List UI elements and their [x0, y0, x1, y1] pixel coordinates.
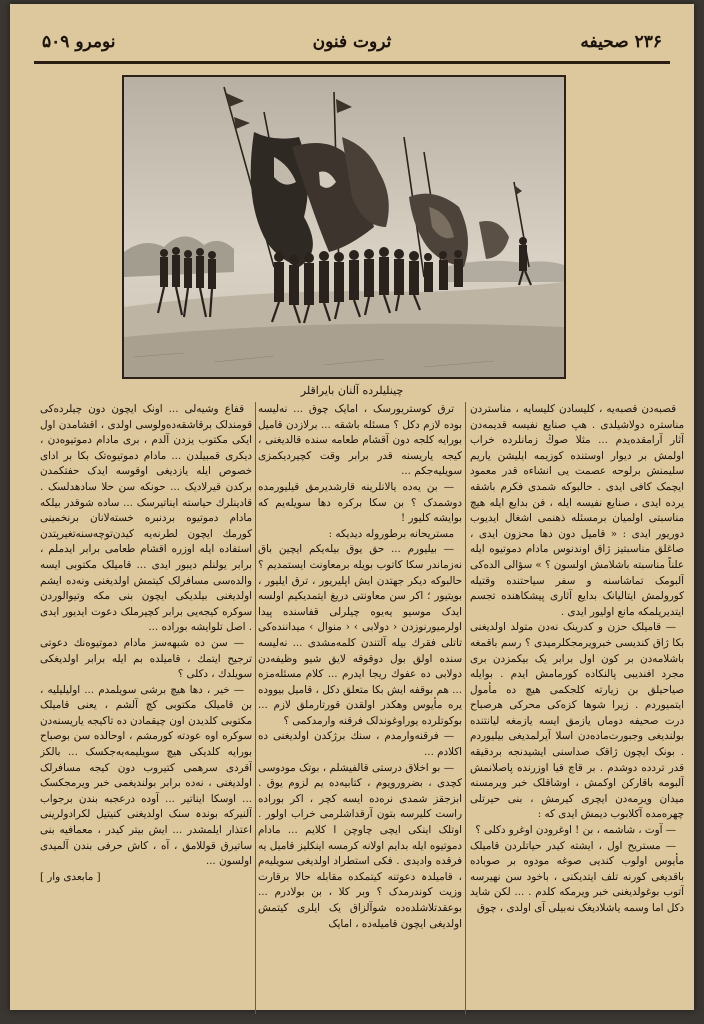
photograph-illustration: [124, 77, 564, 377]
paragraph: — بیلیورم ... حق یوق بیله‌یکم ایچین باق نه‌زماندر سکا کاتوب بویله برمعاونت ایستمدیم ؟ حالبوکه دیکر جهتدن ایش اپلیریور ، ترق ایلیور ، بویتیور ؛ اکر سن معاونتی دریغ ایتمدیکیم اولسه ایدک موسیو یه‌یوه چیلرلی قفاسنده پیدا اولرمیورنوزدن ‹ دولابی › ‹ منوال › میداننده‌کی تاتلی فقرك بیله آلتندن کلمه‌مشدی ... نه‌لیسه سنده اولق بول دوقوقه لایق شیو وظیفه‌دن دولابی ده عفوك ریجا ایدرم ... کلام مسئله‌مزه ... هم بوقفه ایش بکا متعلق دکل ، قامیل بیووده یره مأیوس وهکدر اولقدن قورتارملق لازم ... بوکوتلرده یوراوغوندلک فرقنه وارمدکمی ؟: [258, 543, 462, 727]
photo-caption: چینلیلرده آلنان بایراقلر: [300, 384, 404, 397]
paragraph: — مستریح اول ، ایشته کیدر حیاتلردن قامیلک مأیوس اولوب کندیی صوغه مودوه بر صوباده باقدیغی کورنه تلف ایتدیکنی ، باخود سن نهیرسه آتوب بوغولدیغنی خبر ویرمکه کلدم . ... لکن شاید دکل اما وسمه یاشلادیغک نه‌بیلی آی اولدی ، چوق: [470, 839, 684, 914]
paragraph: — بن یه‌ده یالانلرینه قارشدیرمق قیلیورمده دوشمدک ؟ بن سکا برکره دها سویله‌یم که بوایشه کلیور !: [258, 480, 462, 525]
paragraph: ترق کوستریورسک ، امایک چوق ... نه‌لیسه بوده لازم دکل ؟ مسئله باشقه ... برلازدن قامیل بورایه کلجه دون آقشام طعامه سنده قالدیغنی ، کیجه یاریسنه قدر برابر وقت کچیردیکمزی سویلیه‌جکم ...: [258, 403, 462, 478]
paragraph: — قامیلک حزن و کدرینک نه‌دن متولد اولدیغنی بکا ژاق کندیسی خبرویرمجکلرمیدی ؟ رسم باقمغه باشلامه‌دن بر کون اول برابر یک بیکمزدن بری مجرد افندیبی پالنکاده کورمامش ایدم . بوایله صیاحیلق بن زیارته کلجکمی هیچ ده مأمول ایتمیوردم . زیرا شوها کزه‌کی محرکی هرصباح درت صحیفه دوماں یازمق ایسه یازمغه لیانتنده بولندیغی وجبورت‌ماده‌دن اسلا آیرلمدیغی بیلیوردم . بونک ایچون ژاقک صداسنی ایشیدنجه بردقیقه قدر تردده دوشدم . بر قاچ قیا اوزرنده پاصلانمش آلبومه باقارکن اوکمش ، اوشاقلک خبر ویرمسنه میدان ویرمه‌دن ایچری کیرمش ، بنی حیرتلی چهره‌مده آکلابوب دیمش ایدی که :: [470, 621, 684, 821]
journal-page: [10, 4, 694, 1010]
column-divider: [465, 402, 466, 1014]
text-column-left: [40, 402, 252, 1014]
paragraph: — سن ده شبهه‌سز مادام دموتیوه‌نك دعوتی ترجیح ایتمك ، قامیلده بم ایله برابر اولدیغکی سویلدك ، دکلی ؟: [40, 636, 252, 681]
paragraph: — آوت ، شاشمه ، بن ! اوغرودن اوغرو دکلی ؟: [475, 824, 676, 837]
continued-notice: [ مابعدی وار ]: [40, 870, 101, 883]
text-column-right: [470, 402, 684, 1014]
issue-number-label: نومرو ۵۰۹: [42, 32, 116, 52]
paragraph: — بو اخلاق درستی قالفیشلم ، بوتک مودوسی کچدی ، بضرورویوم ، کتابیه‌ده یم لزوم یوق . ابزجقز شمدی نره‌ده ایسه کچر ، اکر بوراده راست کلیرسه بتون آرقداشلرمی خراب اولور . اوتلک اینکی ایچی چاوچن ا کلایم ... مادام دموتیوه ایله بدایم اولانه کرمسه اینکلیز قامیل یه فرقده وادیدی . فکی استطراد اولدیغی سویلیه‌م ، قامیلدہ دعوتنه کیتمکده مقابله حالا برقارت وزیت کوندرمدک ؟ وبر کلا ، بن بولادرم ... بوعقدتلاشلده‌ده شوآلزاق یک ایلری کیتمش اولدیغی ایچون قامیله‌ده ، امایک: [258, 761, 462, 930]
paragraph: قصبه‌دن قصبه‌یه ، کلیسادن کلیسایه ، مناستردن مناستره دولاشیلدی . هپ صنایع نفیسه قدیمه‌دن آثار آرامقده‌یدم ... مثلا صوڭ زمانلرده خراب اولمش بر دیوار اوستنده کوزیمه ایلیشن یاریم سلیمنش برلوحه عصمت یی انشاءه قدر معمود ایچمک کافی ایدی . حالبوکه شمدی فکرم باشقه یرده ایدی ، صنایع نفیسه ایله ، فن بدایع ایله هیچ مناسبتی اولمیان برمسئله ذهنمی اشغال ایدیوب دوریور ایدی : « قامیل دون دها محزون ایدی ، صاغلق مناسبتیز ژاق اوندنوس مادام دموتیوه ایله علناً مناسبته باشلامش اولسون ؟ » سؤالی الده‌کی آلبومک تماشاسنه و سفر سیاحتنده وقتیله کورولمش ایتالیانک بدایع آثاری پیشکاهنده تجسم ایتدیریلمکه مانع اولیور ایدی .: [470, 403, 684, 618]
header-rule: [34, 61, 670, 64]
captured-flags-photograph: [122, 75, 566, 379]
page-number-label: ۲۳۶ صحیفه: [580, 32, 662, 52]
paragraph: مستریحانه برطوروله دیدیکه :: [328, 527, 454, 540]
paragraph: — خیر ، دها هیچ برشی سویلمدم ... اولیلیلیه ، بن قامیلک مکتوبی کچ آلشم ، یعنی قامیلک مکتوبی کلدیدن اون چیقمادن ده تاکیجه یاریسنه‌دن سوکره اوه عودته کورمشم ، اوحالده سن بوصباح بورایه کلدیکی هیچ سویلیمه‌یه‌جکسک ... بالکز آقردی سرهمی کتیروب دون کیجه مسافرلک اولدیغنی ، نه‌ده برابر بولندیغمی خبر ویرمجکسک ... اوسکا ایناتیر ... آوده درعجبه بندن برجواب آلنیرکه بوندہ سنک اولدیغنی کنیتیل لکرادولرینی اعتذار ایلمشدر ... ایش بیتر کیدر ، معمافیه بنی ساتیرق قوللامق ، آه ، کاش حرفی بندن آلمیدی اولسون ...: [40, 683, 252, 868]
page-header: [34, 30, 670, 60]
text-column-middle: [258, 402, 462, 1014]
column-divider: [255, 402, 256, 1014]
journal-title: ثروت فنون: [312, 32, 392, 52]
paragraph: — فرقنه‌وارمدم ، سنك برژکدن اولدیغنی ده اکلادم ...: [258, 730, 462, 759]
paragraph: قفاع وشیه‌لی ... اونک ایچون دون چیلرده‌کی قومندلک برقاشقه‌ده‌ولوسی اولدی ، اقشامدن اول ایکی مکتوب یزدن آلدم ، بری مادام دموتیوه‌دن ، دیکری قمبیلدن ... مادام دموتیوه‌تک بکا بر ادای خصوص ایله یازدیغی اوقوسه ایدک حفتکمدن برکدن قیرلادیک ... حونکه سن حلا سادهدلسک . قادینلرك حیاسته ایناتیرسک ... ساده شوقدر بیلکه مادام دموتیوه بردنبره خسته‌لانان برنخمینی کورمك ایچون لطرنه‌یه کیدن‌توچه‌سنه‌تغیرپتدن استفاده ایله اوزره اقشام طعامی برابر ایدملم ، برابر یولنلم دیبور ایدی ... قامیلک مکتوبی ایسه والده‌سی مسافرلک کیتمش اولدیغنی ونه‌ده ایشم اولدیغنی بیلدیکی ایچون بنی مکه وتیوالوردن سوکره کیجه‌یی برابر کچیرملک دعوت ایدیور ایدی . اصل تلوایشه بوراده ...: [40, 403, 252, 634]
